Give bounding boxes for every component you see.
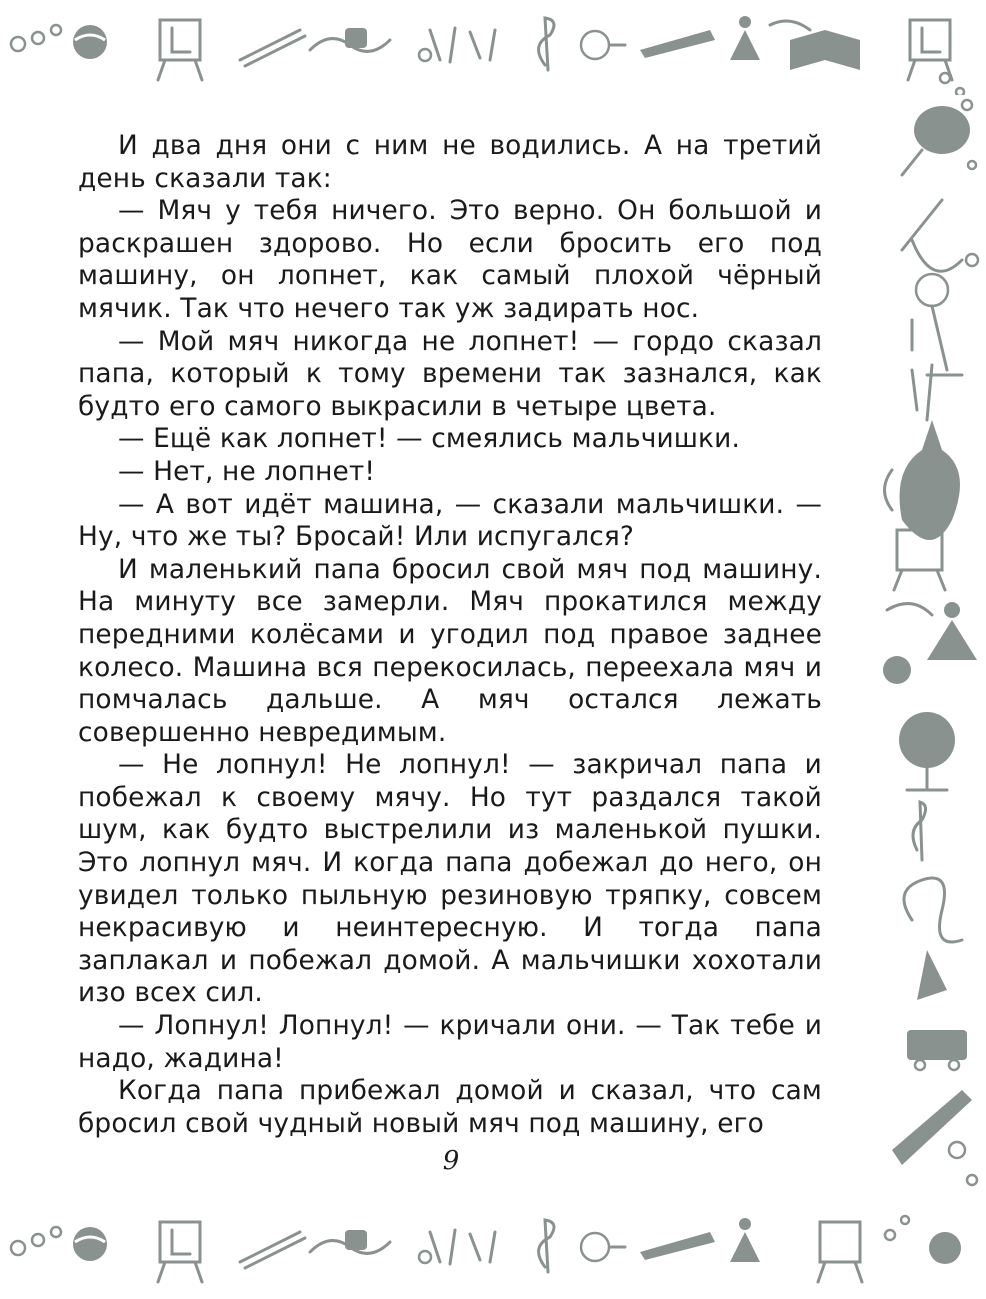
top-ornament-border [0,0,986,95]
lamp-icon [581,31,625,59]
tools-icon [419,28,495,62]
ballerina-icon [887,602,977,660]
pencil-icon [240,30,305,66]
bottom-ornament-border [0,1200,986,1295]
ball-icon [73,1227,107,1261]
fox-icon [885,420,961,540]
fountain-pen-icon [640,30,715,58]
easel-icon [894,530,945,590]
treble-clef-icon [539,1220,554,1272]
paragraph: — Лопнул! Лопнул! — кричали они. — Так тебе и надо, жадина! [78,1010,822,1074]
paragraph: — Нет, не лопнет! [118,455,376,487]
treble-clef-icon [539,18,554,70]
paragraph: — А вот идёт машина, — сказали мальчишки. — Ну, что же ты? Бросай! Или испугался? [78,488,822,553]
bubbles-icon [11,25,61,51]
tennis-racket-icon [902,100,976,175]
paragraph: И маленький папа бросил свой мяч под машину. На минуту все замерли. Мяч прокатился между передними колёсами и угодил под правое заднее колесо. Машина вся перекосилась, переехала мяч и помчалась дальше. А мяч остался лежать совершенно невредимым. [78,553,822,748]
paragraph: — Ещё как лопнет! — смеялись мальчишки. [118,423,740,455]
right-ornament-border [872,90,986,1200]
ballerina-icon [730,16,760,60]
ball-icon [73,25,107,59]
easel-icon [158,20,202,80]
lamp-icon [581,1233,625,1261]
fountain-pen-icon [640,1232,715,1260]
snake-icon [904,878,962,1000]
lamp-icon [912,274,962,375]
tools-icon [419,1230,495,1264]
paragraph: И два дня они с ним не водились. А на третий день сказали так: [78,130,822,194]
tools-icon [912,365,932,420]
page-number: 9 [442,1146,460,1176]
bubbles-icon [11,1227,61,1255]
paragraph: — Мяч у тебя ничего. Это верно. Он большой и раскрашен здорово. Но если бросить его под машину, он лопнет, как самый плохой чёрный мячик. Так что нечего так уж задирать нос. [78,195,822,324]
treble-clef-icon [913,802,926,860]
story-text [78,130,822,1140]
book-icon [770,21,860,70]
easel-icon [158,1222,202,1282]
quill-icon [902,200,978,271]
pencil-icon [240,1232,305,1268]
train-icon [907,1030,967,1070]
easel-icon [908,20,952,80]
paragraph: — Мой мяч никогда не лопнет! — гордо сказал папа, который к тому времени так зазнался, как будто его самого выкрасили в четыре цвета. [78,325,822,422]
paragraph: — Не лопнул! Не лопнул! — закричал папа и побежал к своему мячу. Но тут раздался такой шум, как будто выстрелили из маленькой пушки. Это лопнул мяч. И когда папа добежал до него, он увидел только пыльную резиновую тряпку, совсем некрасивую и неинтересную. И тогда папа заплакал и побежал домой. А мальчишки хохотали изо всех сил. [78,749,822,1009]
telephone-icon [310,1230,390,1253]
telephone-icon [310,28,390,51]
paragraph: Когда папа прибежал домой и сказал, что сам бросил свой чудный новый мяч под машину, его [78,1075,822,1139]
saw-icon [892,1090,977,1185]
ball-icon [929,1232,961,1264]
globe-icon [899,712,955,790]
ball-icon [883,656,911,684]
bubbles-icon [885,1216,909,1240]
easel-icon [818,1222,862,1282]
ballerina-icon [730,1218,760,1262]
